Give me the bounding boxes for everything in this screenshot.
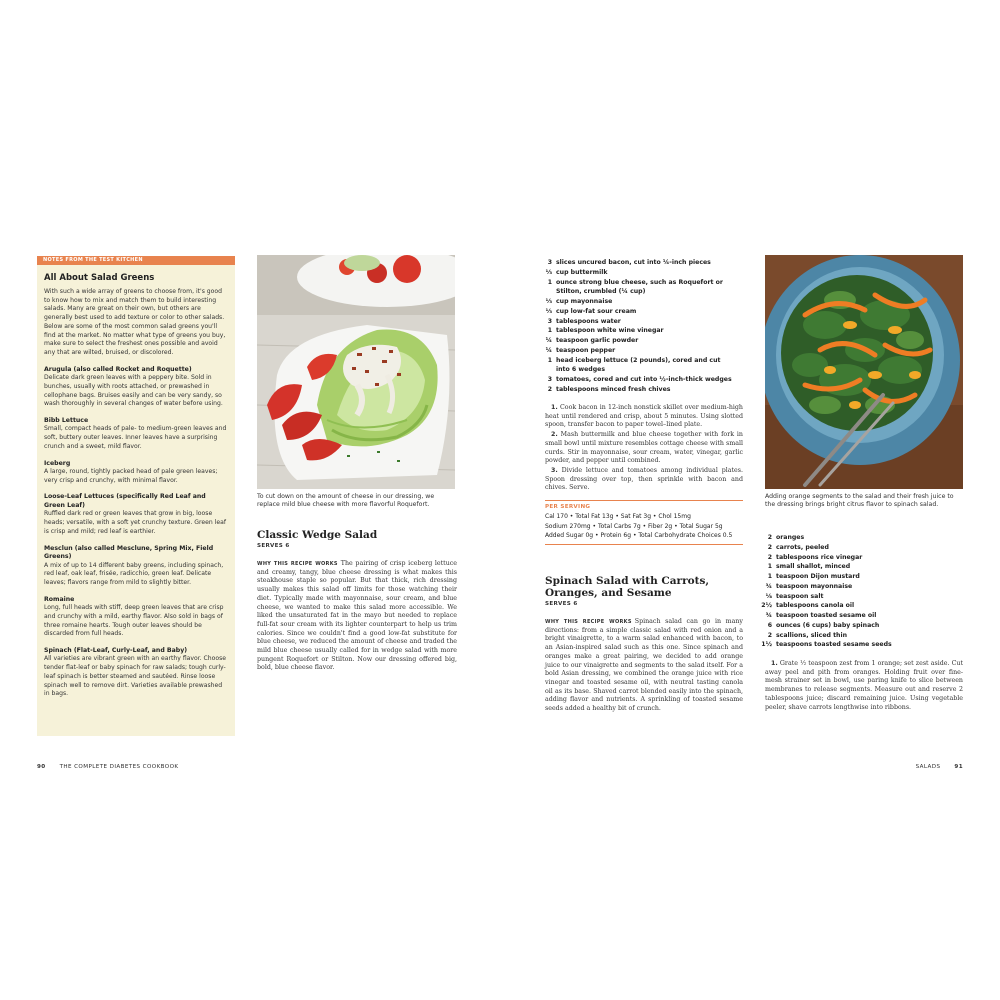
spinach-why-body: Spinach salad can go in many directions: from a simple classic salad with red onion and a bright vinaigrette, to a warm salad enhanced with bacon, to an Asian-inspired salad such as this one. Since spinach and oranges make a great pairing, we decided to add orange juice to our vinaigrette and segments to the salad itself. For a bold Asian dressing, we combined the orange juice with rice vinegar and toasted sesame oil, with neutral tasting canola oil as its base. Shaved carrot blended easily into the spinach, adding flavor and nutrients. A sprinkling of toasted sesame seeds added a healthy bit of crunch. [545,618,743,713]
greens-entry [44,460,228,486]
ingredient-item: ⅓ cup low-fat sour cream [545,307,637,315]
ingredient-item: 1 tablespoon white wine vinegar [547,327,664,335]
ingredient-item: ¾ teaspoon toasted sesame oil [765,612,877,619]
ingredient-item: ⅓ cup mayonnaise [545,298,613,305]
right-footer [916,764,963,770]
greens-entry [44,493,228,536]
spinach-photo-caption: Adding orange segments to the salad and their fresh juice to the dressing brings bright citrus flavor to spinach salad. [765,493,954,509]
greens-entry [44,366,228,409]
test-kitchen-sidebar [37,256,235,736]
ingredient-item: 1 ounce strong blue cheese, such as Roquefort or [547,278,723,286]
spinach-serves: SERVES 6 [545,601,578,607]
ingredient-item: 1 head iceberg lettuce (2 pounds), cored and cut [547,356,721,364]
recipe-step: 3. Divide lettuce and tomatoes among individual plates. Spoon dressing over top, then sprinkle with bacon and chives. Serve. [545,466,743,492]
right-page-number: 91 [954,764,963,770]
ingredient-item: 2 tablespoons rice vinegar [767,553,863,561]
book-title: THE COMPLETE DIABETES COOKBOOK [59,764,179,770]
greens-entry-heading: Spinach (Flat-Leaf, Curly-Leaf, and Baby) [44,646,188,654]
greens-entry-heading: Bibb Lettuce [44,416,89,424]
section-title: SALADS [915,764,941,770]
greens-entry-heading: Loose-Leaf Lettuces (specifically Red Leaf and Green Leaf) [44,493,206,509]
greens-entry-text: Long, full heads with stiff, deep green leaves that are crisp and crunchy with a mild, earthy flavor. Also sold in bags of three romaine hearts. Tough outer leaves should be discarded from full heads. [44,604,224,638]
spinach-why-label: WHY THIS RECIPE WORKS [545,619,632,625]
greens-entry-heading: Mesclun (also called Mesclune, Spring Mix, Field Greens) [44,544,214,561]
greens-entry-text: Ruffled dark red or green leaves that grow in big, loose heads; versatile, with a soft yet crunchy texture. Green leaf is crisp and mild; red leaf is earthier. [44,510,226,535]
ingredient-item: 3 tablespoons water [547,317,621,325]
nutrition-line: Added Sugar 0g • Protein 6g • Total Carbohydrate Choices 0.5 [545,532,733,540]
spinach-steps [765,660,963,713]
greens-entry-text: A large, round, tightly packed head of pale green leaves; very crisp and crunchy, with minimal flavor. [44,468,218,484]
ingredient-item: 3 slices uncured bacon, cut into ¼-inch pieces [547,259,711,266]
nutrition-label: PER SERVING [545,504,591,510]
wedge-steps [545,404,743,494]
greens-entry-text: A mix of up to 14 different baby greens, including spinach, red leaf, oak leaf, frisée, radicchio, green leaf. Delicate leaves; flavors range from mild to slightly bitter. [44,561,224,586]
greens-entry [44,596,228,639]
wedge-serves: SERVES 6 [257,543,290,549]
greens-entry [44,545,228,588]
wedge-why-text [257,560,457,673]
nutrition-line: Sodium 270mg • Total Carbs 7g • Fiber 2g • Total Sugar 5g [545,522,723,530]
ingredient-item: 1 teaspoon Dijon mustard [767,573,860,580]
greens-entry-heading: Iceberg [44,459,71,467]
ingredient-item: 2 scallions, sliced thin [767,631,847,639]
ingredient-item: 2 tablespoons minced fresh chives [547,385,671,393]
recipe-step: 1. Cook bacon in 12-inch nonstick skillet over medium-high heat until rendered and crisp, about 5 minutes. Using slotted spoon, transfer bacon to paper towel–lined plate. [545,404,743,429]
greens-entry-heading: Arugula (also called Rocket and Roquette) [44,365,192,373]
ingredient-item: 2½ tablespoons canola oil [761,602,855,610]
wedge-why-label: WHY THIS RECIPE WORKS [257,561,338,567]
greens-entry-heading: Romaine [44,595,75,603]
wedge-ingredients [540,258,750,395]
ingredient-item: ⅛ teaspoon salt [765,592,824,600]
left-page-number: 90 [37,764,46,770]
spinach-why-text [545,618,743,714]
left-footer [37,764,178,770]
spinach-ingredients [760,533,965,650]
sidebar-entries [44,366,228,699]
greens-entry [44,647,228,699]
greens-entry-text: All varieties are vibrant green with an earthy flavor. Choose tender flat-leaf or baby spinach for raw salads; tough curly-leaf spinach is better steamed and sautéed. Rinse loose spinach well to remove dirt. Varieties available prewashed in bags. [44,655,227,698]
ingredient-item: Stilton, crumbled (¼ cup) [556,288,646,296]
spinach-salad-photo [765,255,963,489]
greens-entry-text: Delicate dark green leaves with a peppery bite. Sold in bunches, usually with roots attached, or prewashed in cellophane bags. Bruises easily and can be very sandy, so wash thoroughly in several changes of water before using. [44,374,223,408]
ingredient-item: 1 small shallot, minced [767,563,851,571]
wedge-recipe-title: Classic Wedge Salad [257,529,378,541]
recipe-step: 2. Mash buttermilk and blue cheese together with fork in small bowl until mixture resembles cottage cheese with small curds. Stir in mayonnaise, sour cream, water, vinegar, garlic powder, and pepper until combined. [545,431,743,465]
wedge-why-body: The pairing of crisp iceberg lettuce and creamy, tangy, blue cheese dressing is what makes this steakhouse staple so popular. But that thick, rich dressing usually makes this salad off limits for those watching their diet. Typically made with mayonnaise, sour cream, and blue cheese, we wanted to make this salad more accessible. We liked the unsaturated fat in the mayo but needed to replace full-fat sour cream with its lighter counterpart to help us trim calories. Since we couldn't find a good low-fat substitute for blue cheese, we reduced the amount of cheese and traded the mild blue cheese usually called for in wedge salad with more pungent Roquefort or Stilton. Now our dressing offered big, bold, blue cheese flavor. [257,560,457,672]
recipe-step: 1. Grate ½ teaspoon zest from 1 orange; set zest aside. Cut away peel and pith from oranges. Holding fruit over fine-mesh strainer set in bowl, use paring knife to slice between membranes to release segments. Measure out and reserve 2 tablespoons juice; discard remaining juice. Using vegetable peeler, shave carrots lengthwise into ribbons. [765,660,963,711]
sidebar-band: NOTES FROM THE TEST KITCHEN [37,256,235,265]
wedge-photo-caption: To cut down on the amount of cheese in our dressing, we replace mild blue cheese with more flavorful Roquefort. [257,493,435,509]
sidebar-intro: With such a wide array of greens to choose from, it's good to know how to mix and match them to build interesting salads. Many are great on their own, but others are generally best used to add texture or color to other salads. Below are some of the most common salad greens you'll find at the market. No matter what type of greens you buy, make sure to select the freshest ones possible and avoid any that are wilted, bruised, or discolored. [44,288,226,356]
ingredient-item: 2 carrots, peeled [767,543,829,551]
nutrition-box [545,500,743,545]
spinach-recipe-title: Spinach Salad with Carrots, Oranges, and Sesame [545,575,710,599]
ingredient-item: 6 ounces (6 cups) baby spinach [767,621,880,629]
nutrition-line: Cal 170 • Total Fat 13g • Sat Fat 3g • Chol 15mg [545,513,691,520]
ingredient-item: ¾ teaspoon mayonnaise [765,582,853,590]
ingredient-item: ¼ teaspoon pepper [545,346,616,354]
greens-entry-text: Small, compact heads of pale- to medium-green leaves and soft, buttery outer leaves. Inner leaves have a surprising crunch and a sweet, mild flavor. [44,425,227,450]
ingredient-item: ¼ teaspoon garlic powder [545,337,639,344]
ingredient-item: into 6 wedges [556,366,605,374]
ingredient-item: ⅓ cup buttermilk [545,268,608,276]
ingredient-item: 3 tomatoes, cored and cut into ½-inch-thick wedges [547,376,732,383]
greens-entry [44,417,228,452]
ingredient-item: 1½ teaspoons toasted sesame seeds [761,641,892,649]
sidebar-title: All About Salad Greens [44,273,155,283]
wedge-salad-photo [257,255,455,489]
ingredient-item: 2 oranges [767,534,805,541]
